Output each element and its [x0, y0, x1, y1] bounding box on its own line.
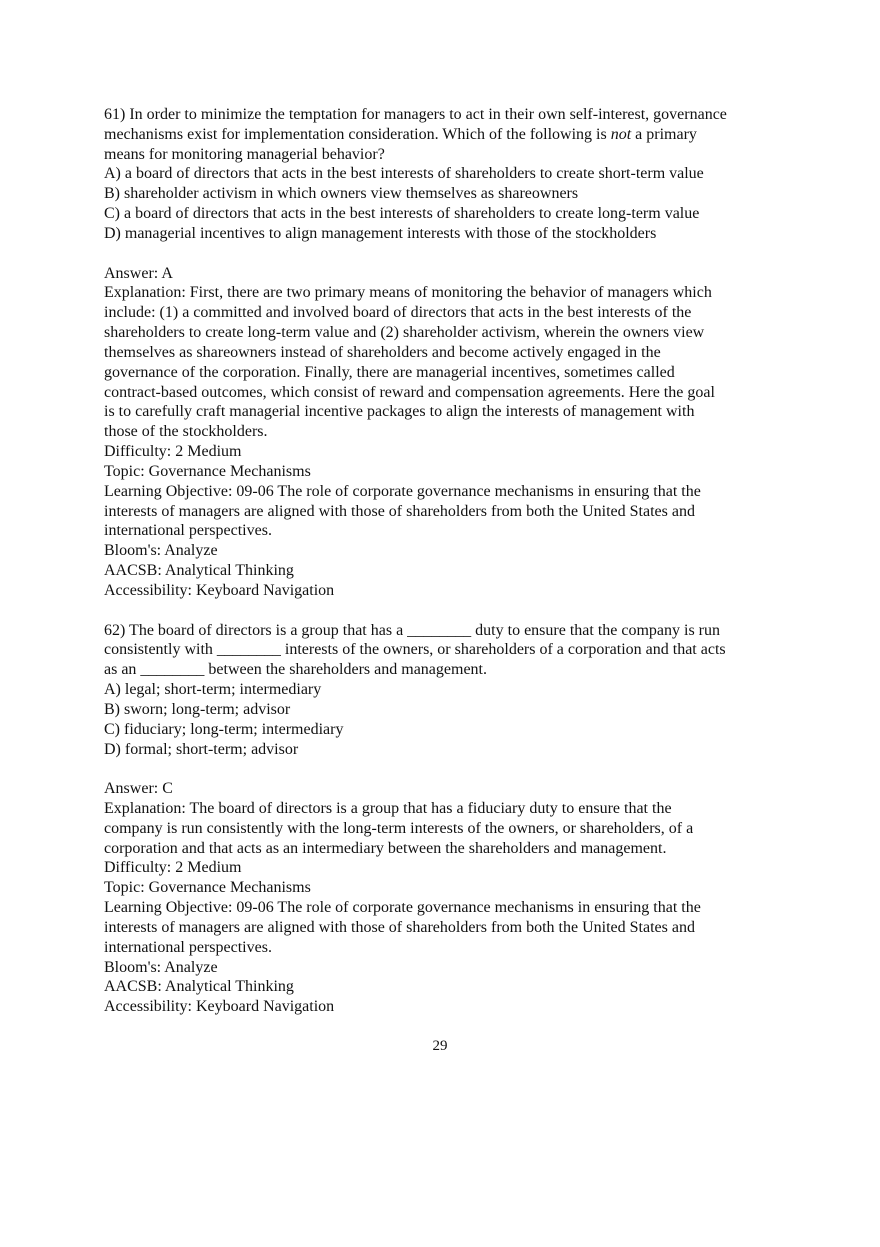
option-d: D) managerial incentives to align management interests with those of the stockholders [104, 224, 657, 242]
difficulty: Difficulty: 2 Medium [104, 859, 242, 877]
explanation-line: Explanation: The board of directors is a group that has a fiduciary duty to ensure that the [104, 799, 672, 817]
stem-text: mechanisms exist for implementation consideration. Which of the following is [104, 125, 611, 143]
stem-text: a primary [631, 125, 697, 143]
question-61 [104, 105, 804, 601]
option-a: A) legal; short-term; intermediary [104, 681, 322, 699]
document-page [104, 105, 804, 1017]
question-stem-line: means for monitoring managerial behavior? [104, 145, 385, 163]
option-c: C) a board of directors that acts in the best interests of shareholders to create long-term value [104, 205, 700, 223]
difficulty: Difficulty: 2 Medium [104, 443, 242, 461]
option-b: B) sworn; long-term; advisor [104, 700, 291, 718]
explanation-line: company is run consistently with the long-term interests of the owners, or shareholders, of a [104, 819, 694, 837]
question-stem-line: as an ________ between the shareholders and management. [104, 661, 487, 679]
blooms: Bloom's: Analyze [104, 958, 218, 976]
learning-objective-line: international perspectives. [104, 938, 272, 956]
topic: Topic: Governance Mechanisms [104, 879, 311, 897]
explanation-line: governance of the corporation. Finally, there are managerial incentives, sometimes called [104, 363, 675, 381]
explanation-line: Explanation: First, there are two primary means of monitoring the behavior of managers which [104, 284, 712, 302]
explanation-line: corporation and that acts as an intermediary between the shareholders and management. [104, 839, 667, 857]
answer: Answer: C [104, 780, 173, 798]
answer: Answer: A [104, 264, 173, 282]
learning-objective-line: Learning Objective: 09-06 The role of corporate governance mechanisms in ensuring that the [104, 482, 701, 500]
learning-objective-line: international perspectives. [104, 522, 272, 540]
question-stem-line: 61) In order to minimize the temptation for managers to act in their own self-interest, governance [104, 106, 727, 123]
question-stem-line [104, 125, 804, 145]
aacsb: AACSB: Analytical Thinking [104, 978, 294, 996]
accessibility: Accessibility: Keyboard Navigation [104, 998, 335, 1016]
option-c: C) fiduciary; long-term; intermediary [104, 720, 344, 738]
question-stem-line: consistently with ________ interests of the owners, or shareholders of a corporation and that acts [104, 641, 726, 659]
explanation-line: shareholders to create long-term value and (2) shareholder activism, wherein the owners view [104, 324, 705, 342]
aacsb: AACSB: Analytical Thinking [104, 562, 294, 580]
explanation-line: include: (1) a committed and involved board of directors that acts in the best interests of the [104, 304, 692, 322]
option-d: D) formal; short-term; advisor [104, 740, 299, 758]
learning-objective-line: interests of managers are aligned with those of shareholders from both the United States and [104, 918, 695, 936]
stem-emphasis: not [610, 125, 632, 143]
learning-objective-line: Learning Objective: 09-06 The role of corporate governance mechanisms in ensuring that the [104, 899, 701, 917]
explanation-line: those of the stockholders. [104, 423, 268, 441]
accessibility: Accessibility: Keyboard Navigation [104, 581, 335, 599]
blooms: Bloom's: Analyze [104, 542, 218, 560]
explanation-line: is to carefully craft managerial incentive packages to align the interests of management with [104, 403, 695, 421]
explanation-line: contract-based outcomes, which consist of reward and compensation agreements. Here the goal [104, 383, 715, 401]
question-62 [104, 621, 804, 1018]
option-b: B) shareholder activism in which owners view themselves as shareowners [104, 185, 579, 203]
question-stem-line: 62) The board of directors is a group that has a ________ duty to ensure that the company is run [104, 621, 721, 639]
topic: Topic: Governance Mechanisms [104, 462, 311, 480]
explanation-line: themselves as shareowners instead of shareholders and become actively engaged in the [104, 343, 661, 361]
learning-objective-line: interests of managers are aligned with those of shareholders from both the United States and [104, 502, 695, 520]
option-a: A) a board of directors that acts in the best interests of shareholders to create short-term value [104, 165, 704, 183]
page-number: 29 [432, 1038, 448, 1054]
